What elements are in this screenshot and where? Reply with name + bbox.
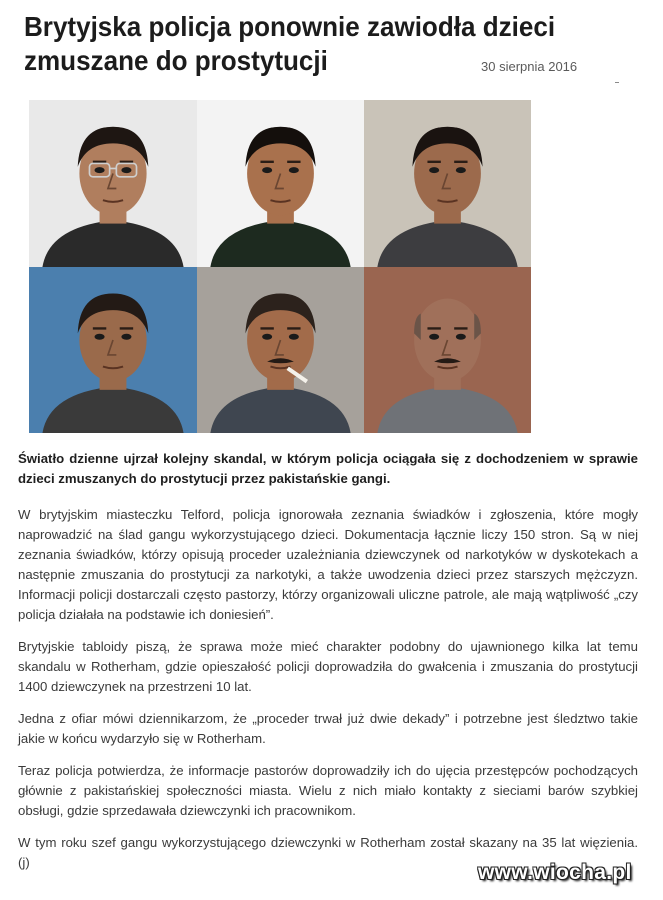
- site-watermark: www.wiocha.pl: [478, 861, 632, 884]
- article-paragraph: Jedna z ofiar mówi dziennikarzom, że „proceder trwał już dwie dekady” i potrzebne jest śledztwo takie jakie w końcu wydarzyło się w Rotherham.: [18, 711, 638, 746]
- suspects-photo-grid: [29, 100, 531, 433]
- suspect-photo: [29, 267, 197, 433]
- portrait-image: [29, 267, 197, 433]
- article-body: [18, 449, 638, 885]
- publication-date: 30 sierpnia 2016: [481, 59, 578, 74]
- portrait-image: [197, 267, 364, 433]
- article-header: [24, 10, 639, 90]
- portrait-image: [364, 267, 531, 433]
- suspect-photo: [197, 100, 364, 267]
- portrait-image: [364, 100, 531, 267]
- article-paragraph: Teraz policja potwierdza, że informacje pastorów doprowadziły ich do ujęcia przestępców pochodzących głównie z pakistańskiej społeczności miasta. Wielu z nich miało kontakty z sieciami barów szybkiej obsługi, gdzie sprzedawała dziewczynki ich pracownikom.: [18, 763, 638, 818]
- article-paragraph: W brytyjskim miasteczku Telford, policja ignorowała zeznania świadków i zgłoszenia, które mogły naprowadzić na ślad gangu wykorzystującego dzieci. Dokumentacja łącznie liczy 150 stron. Są w niej zeznania świadków, którzy opisują proceder uzależniania dziewczynek od narkotyków w dyskotekach a następnie zmuszania do prostytucji za narkotyki, a także uwodzenia dzieci przez starszych mężczyzn. Informacji policji dostarczali często pastorzy, którzy organizowali uliczne patrole, ale mają wątpliwość „czy policja działała na podstawie ich doniesień”.: [18, 507, 638, 622]
- suspect-photo: [364, 267, 531, 433]
- article-headline: Brytyjska policja ponownie zawiodła dzieci zmuszane do prostytucji: [24, 11, 556, 76]
- article-paragraph: W tym roku szef gangu wykorzystującego dziewczynki w Rotherham został skazany na 35 lat więzienia. (j): [18, 835, 638, 870]
- divider: [615, 82, 619, 83]
- suspect-photo: [364, 100, 531, 267]
- portrait-image: [29, 100, 197, 267]
- portrait-image: [197, 100, 364, 267]
- article-lead: Światło dzienne ujrzał kolejny skandal, w którym policja ociągała się z dochodzeniem w sprawie dzieci zmuszanych do prostytucji przez pakistańskie gangi.: [18, 451, 638, 486]
- suspect-photo: [29, 100, 197, 267]
- article-paragraph: Brytyjskie tabloidy piszą, że sprawa może mieć charakter podobny do ujawnionego kilka lat temu skandalu w Rotherham, gdzie opieszałość policji doprowadziła do gwałcenia i zmuszania do prostytucji 1400 dziewczynek na przestrzeni 10 lat.: [18, 639, 638, 694]
- suspect-photo: [197, 267, 364, 433]
